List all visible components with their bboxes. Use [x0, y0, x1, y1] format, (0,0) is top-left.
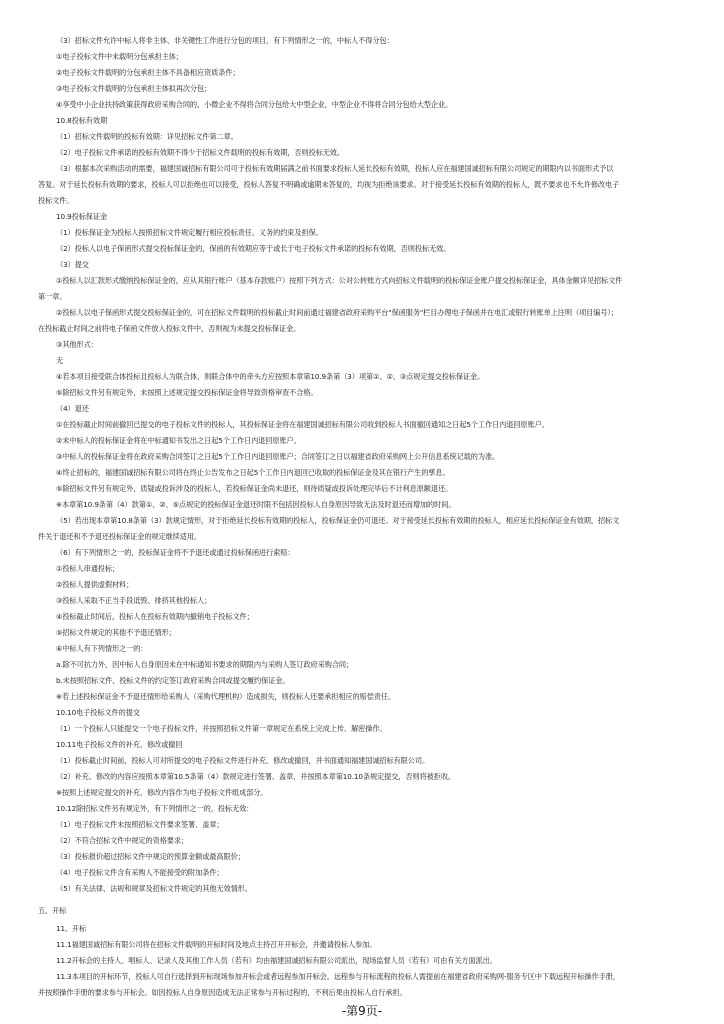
text-line: （2）补充、修改的内容应按照本章第10.5条第（4）款规定进行签署、盖章，并按照本章第10.10条规定提交，否则将被拒收。 [56, 772, 456, 781]
text-line: （2）电子投标文件承诺的投标有效期不得少于招标文件载明的投标有效期，否则投标无效。 [56, 148, 344, 157]
text-line: ⑤除招标文件另有规定外，未按照上述规定提交投标保证金将导致资格审查不合格。 [56, 388, 318, 397]
text-line: ①投标人串通投标； [56, 564, 120, 573]
text-line: ③投标人采取不正当手段诋毁、排挤其他投标人； [56, 596, 212, 605]
text-line: ①投标人以汇款形式缴纳投标保证金的，应从其银行账户（基本存款账户）按照下列方式：公对公转账方式向招标文件载明的投标保证金账户提交投标保证金，具体金额详见招标文件 [56, 276, 623, 285]
text-line: （1）投标截止时间前，投标人可对所提交的电子投标文件进行补充、修改或撤回，并书面通知福建国诚招标有限公司。 [56, 756, 430, 765]
text-line: （1）投标保证金为投标人按照招标文件规定履行相应投标责任、义务的约束及担保。 [56, 228, 323, 237]
text-line: 无 [56, 356, 64, 365]
text-line: a.除不可抗力外，因中标人自身原因未在中标通知书要求的期限内与采购人签订政府采购合同； [56, 660, 354, 669]
text-line: ③其他形式： [56, 340, 98, 349]
section-heading: 10.11电子投标文件的补充、修改或撤回 [56, 740, 183, 749]
chapter-heading: 五、开标 [38, 906, 67, 915]
text-line: （1）一个投标人只能提交一个电子投标文件，并按照招标文件第一章规定在系统上完成上传、解密操作。 [56, 724, 387, 733]
text-line: ③电子投标文件载明的分包承担主体拟再次分包； [56, 84, 212, 93]
text-line: （2）投标人以电子保函形式提交投标保证金的，保函的有效期应等于或长于电子投标文件承诺的投标有效期，否则投标无效。 [56, 244, 451, 253]
text-line: ③中标人的投标保证金将在政府采购合同签订之日起5个工作日内退回原账户；合同签订之日以福建省政府采购网上公开信息系统记载的为准。 [56, 452, 500, 461]
text-line: ※若上述投标保证金不予退还情形给采购人（采购代理机构）造成损失，则投标人还要承担相应的赔偿责任。 [56, 692, 396, 701]
text-line: 11.2开标会的主持人、唱标人、记录人及其他工作人员（若有）均由福建国诚招标有限公司派出，现场监督人员（若有）可由有关方面派出。 [56, 956, 497, 965]
section-heading: 11、开标 [56, 924, 87, 933]
page-number: -第9页- [341, 1004, 383, 1018]
text-line: ①电子投标文件中未载明分包承担主体； [56, 52, 183, 61]
text-line: 11.1福建国诚招标有限公司将在招标文件载明的开标时间及地点主持召开开标会，并邀请投标人参加。 [56, 940, 377, 949]
text-line: （1）招标文件载明的投标有效期：详见招标文件第二章。 [56, 132, 238, 141]
text-line: ②投标人以电子保函形式提交投标保证金的，可在招标文件载明的投标截止时间前通过福建省政府采购平台"保函服务"栏目办理电子保函并在电汇或银行转账单上注明（项目编号）； [56, 308, 618, 317]
text-line: （3）招标文件允许中标人将非主体、非关键性工作进行分包的项目，有下列情形之一的，中标人不得分包： [56, 36, 394, 45]
text-line: ⑥中标人有下列情形之一的： [56, 644, 148, 653]
section-heading: 10.10电子投标文件的提交 [56, 708, 140, 717]
text-line: ※本章第10.9条第（4）款第①、②、⑤点规定的投标保证金退还时限不包括因投标人自身原因导致无法及时退还而增加的时间。 [56, 500, 456, 509]
text-line: ②未中标人的投标保证金将在中标通知书发出之日起5个工作日内退回原账户。 [56, 436, 301, 445]
text-line: ④若本项目接受联合体投标且投标人为联合体，则联合体中的牵头方应按照本章第10.9条第（3）项第①、②、③点规定提交投标保证金。 [56, 372, 485, 381]
text-line: ④享受中小企业扶持政策获得政府采购合同的，小微企业不得将合同分包给大中型企业，中型企业不得将合同分包给大型企业。 [56, 100, 453, 109]
text-line: （4）电子投标文件含有采购人不能接受的附加条件； [56, 868, 224, 877]
text-line: 件关于退还和不予退还投标保证金的规定继续适用。 [38, 532, 202, 541]
text-line: （4）退还 [56, 404, 89, 413]
text-line: 投标文件。 [38, 196, 74, 205]
section-heading: 10.9投标保证金 [56, 212, 108, 221]
text-line: （5）若出现本章第10.8条第（3）款规定情形，对于拒绝延长投标有效期的投标人，投标保证金仍可退还。对于接受延长投标有效期的投标人，相应延长投标保证金有效期，招标文 [56, 516, 620, 525]
text-line: ②投标人提供虚假材料； [56, 580, 134, 589]
text-line: ①在投标截止时间前撤回已提交的电子投标文件的投标人，其投标保证金将在福建国诚招标有限公司收到投标人书面撤回通知之日起5个工作日内退回原账户。 [56, 420, 549, 429]
text-line: （3）投标报价超过招标文件中规定的预算金额或最高限价； [56, 852, 245, 861]
text-line: 在投标截止时间之前将电子保函文件放入投标文件中，否则视为未提交投标保证金。 [38, 324, 301, 333]
text-line: ⑤招标文件规定的其他不予退还情形； [56, 628, 176, 637]
text-line: 第一章。 [38, 292, 67, 301]
text-line: （2）不符合招标文件中规定的资格要求； [56, 836, 189, 845]
text-line: ④终止招标的，福建国诚招标有限公司将在终止公告发布之日起5个工作日内退回已收取的投标保证金及其在银行产生的孳息。 [56, 468, 450, 477]
text-line: （6）有下列情形之一的，投标保证金将不予退还或通过投标保函进行索赔： [56, 548, 295, 557]
text-line: 并按照操作手册的要求参与开标会。如因投标人自身原因造成无法正常参与开标过程的，不利后果由投标人自行承担。 [38, 988, 407, 997]
section-heading: 10.8投标有效期 [56, 116, 108, 125]
text-line: （3）提交 [56, 260, 89, 269]
text-line: （5）有关法律、法规和规章及招标文件规定的其他无效情形。 [56, 884, 252, 893]
text-line: （3）根据本次采购活动的需要，福建国诚招标有限公司可于投标有效期届满之前书面要求投标人延长投标有效期，投标人应在福建国诚招标有限公司规定的期限内以书面形式予以 [56, 164, 614, 173]
section-heading: 10.12除招标文件另有规定外，有下列情形之一的，投标无效： [56, 804, 254, 813]
text-line: 11.3本项目的开标环节，投标人可自行选择到开标现场参加开标会或者远程参加开标会。远程参与开标流程的投标人需提前在福建省政府采购网-服务专区中下载远程开标操作手册， [56, 972, 620, 981]
text-line: 答复。对于延长投标有效期的要求，投标人可以拒绝也可以接受，投标人答复不明确或逾期未答复的，均视为拒绝该要求。对于接受延长投标有效期的投标人，既不要求也不允许修改电子 [38, 180, 620, 189]
text-line: ②电子投标文件载明的分包承担主体不具备相应资质条件； [56, 68, 240, 77]
text-line: ※按照上述规定提交的补充、修改内容作为电子投标文件组成部分。 [56, 788, 268, 797]
text-line: （1）电子投标文件未按照招标文件要求签署、盖章； [56, 820, 224, 829]
text-line: ④投标截止时间后，投标人在投标有效期内撤销电子投标文件； [56, 612, 254, 621]
text-line: b.未按照招标文件、投标文件的约定签订政府采购合同或提交履约保证金。 [56, 676, 290, 685]
text-line: ⑤除招标文件另有规定外，质疑或投诉涉及的投标人，若投标保证金尚未退还，则待质疑或投诉处理完毕后不计利息原额退还。 [56, 484, 453, 493]
